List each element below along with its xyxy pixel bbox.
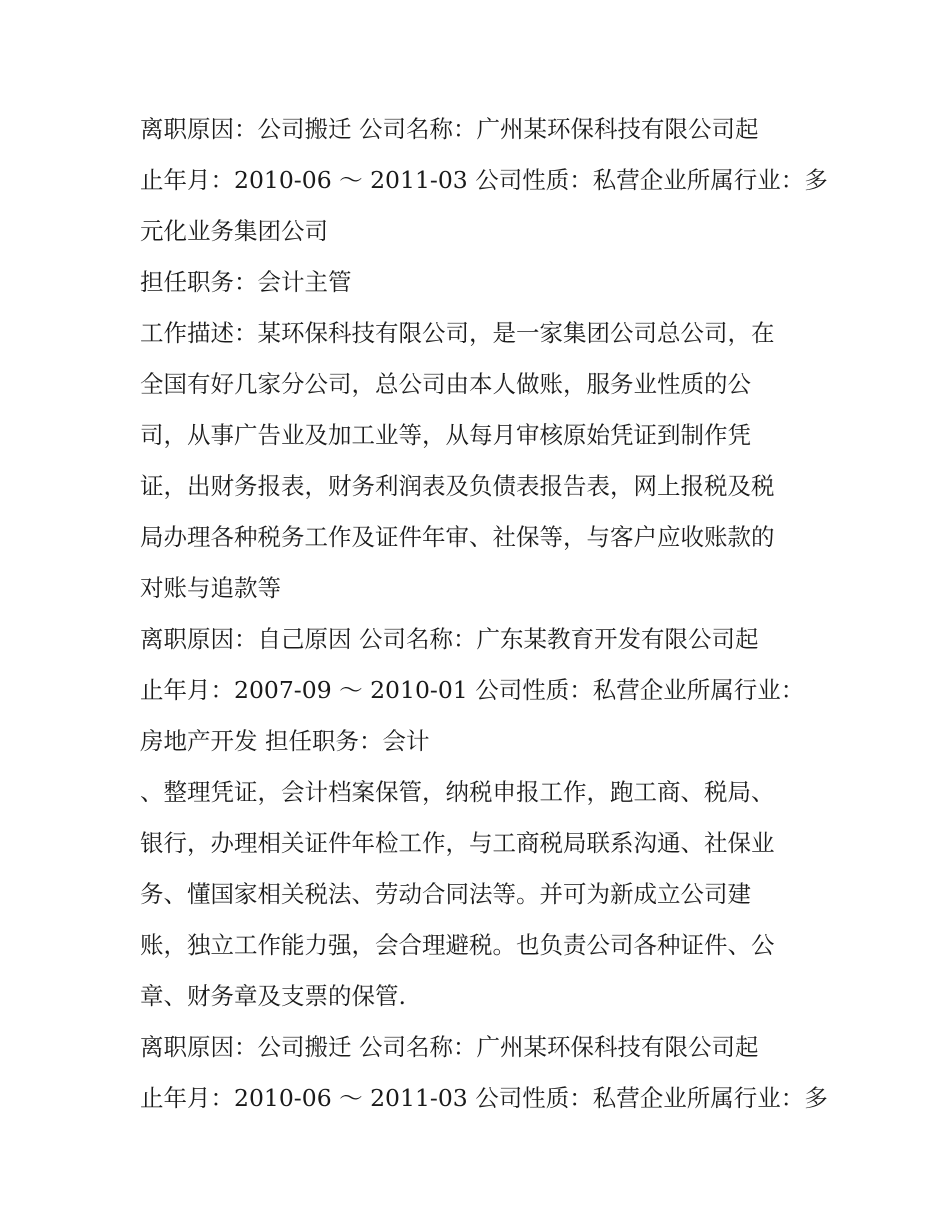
text-line: 、整理凭证，会计档案保管，纳税申报工作，跑工商、税局、 xyxy=(140,778,775,806)
text-line: 工作描述：某环保科技有限公司，是一家集团公司总公司，在 xyxy=(140,319,775,347)
text-line: 止年月：2010-06 ～ 2011-03 公司性质：私营企业所属行业：多 xyxy=(140,166,828,194)
text-line: 离职原因：公司搬迁 公司名称：广州某环保科技有限公司起 xyxy=(140,115,759,143)
text-line: 全国有好几家分公司，总公司由本人做账，服务业性质的公 xyxy=(140,370,751,398)
text-line: 止年月：2010-06 ～ 2011-03 公司性质：私营企业所属行业：多 xyxy=(140,1084,828,1112)
text-line: 止年月：2007-09 ～ 2010-01 公司性质：私营企业所属行业： xyxy=(140,676,805,704)
text-line: 章、财务章及支票的保管. xyxy=(140,982,406,1010)
text-line: 房地产开发 担任职务：会计 xyxy=(140,727,430,755)
text-line: 账，独立工作能力强，会合理避税。也负责公司各种证件、公 xyxy=(140,931,775,959)
document-page xyxy=(140,104,828,1124)
text-line: 司，从事广告业及加工业等，从每月审核原始凭证到制作凭 xyxy=(140,421,751,449)
text-line: 离职原因：公司搬迁 公司名称：广州某环保科技有限公司起 xyxy=(140,1033,759,1061)
text-line: 务、懂国家相关税法、劳动合同法等。并可为新成立公司建 xyxy=(140,880,751,908)
text-line: 离职原因：自己原因 公司名称：广东某教育开发有限公司起 xyxy=(140,625,759,653)
text-line: 局办理各种税务工作及证件年审、社保等，与客户应收账款的 xyxy=(140,523,775,551)
text-line: 元化业务集团公司 xyxy=(140,217,328,245)
text-line: 银行，办理相关证件年检工作，与工商税局联系沟通、社保业 xyxy=(140,829,775,857)
text-line: 对账与追款等 xyxy=(140,574,281,602)
text-line: 担任职务：会计主管 xyxy=(140,268,352,296)
text-line: 证，出财务报表，财务利润表及负债表报告表，网上报税及税 xyxy=(140,472,775,500)
